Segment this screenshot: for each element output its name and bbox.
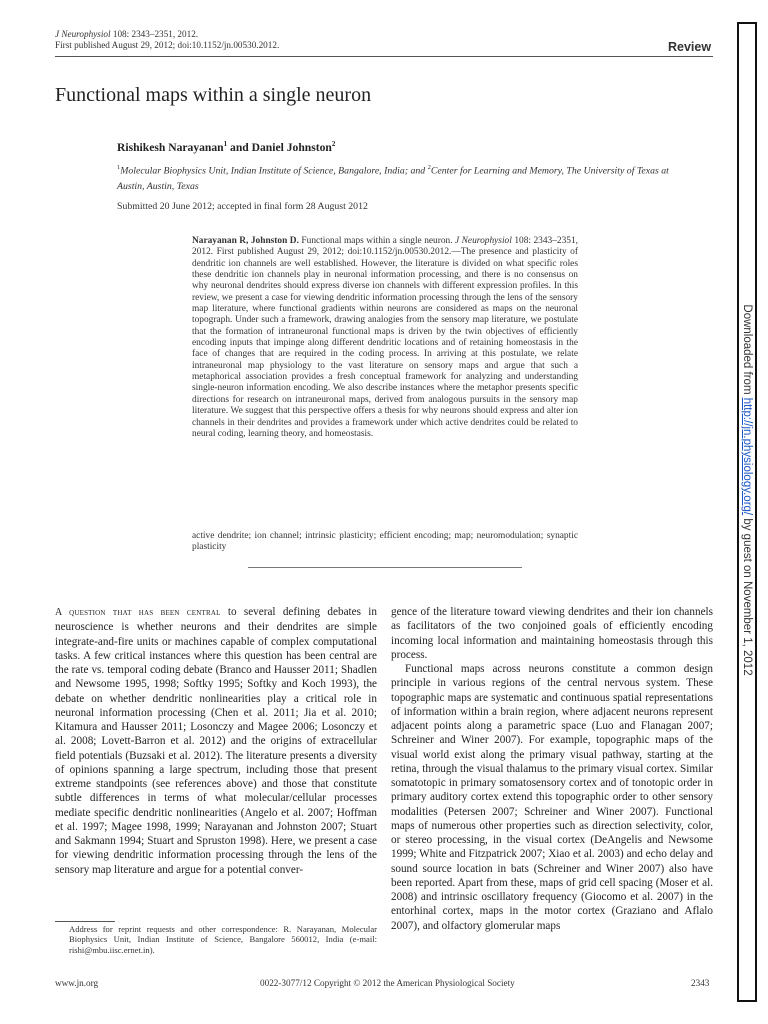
header-citation — [55, 29, 279, 51]
article-title: Functional maps within a single neuron — [55, 84, 372, 106]
author-list — [117, 140, 335, 154]
body-column-right — [391, 605, 713, 933]
journal-name: J Neurophysiol — [55, 29, 111, 39]
abstract-cite-rest[interactable]: 108: 2343–2351, 2012. First published August 29, 2012; doi:10.1152/jn.00530.2012.— — [192, 236, 579, 258]
abstract-cite-journal: J Neurophysiol — [455, 236, 512, 246]
keywords: active dendrite; ion channel; intrinsic plasticity; efficient encoding; map; neuromodulation; synaptic plasticity — [192, 531, 578, 553]
affil-mark-1: 1 — [117, 164, 121, 171]
footnote-divider — [55, 921, 115, 922]
intro-text: to several defining debates in neuroscience is whether neurons and their dendrites are simple integrate-and-fire units or machines capable of complex computational tasks. A few critical instances where this question has been central are the rate vs. temporal coding debate (Branco and Hausser 2011; Shadlen and Newsome 1995, 1998; Softky 1995; Softky and Koch 1993), the debate on whether dendritic nonlinearities play a critical role in neuronal information processing (Chen et al. 2011; Jia et al. 2010; Kitamura and Hausser 2011; Losonczy and Magee 2006; Losonczy et al. 2008; Lovett-Barron et al. 2012) and the origins of extracellular field potentials (Buzsaki et al. 2012). The literature presents a diversity of opinions spanning a large spectrum, including those that present extreme standpoints (see references above) and those that constitute subtle differences in terms of what molecular/cellular processes mediate specific dendritic nonlinearities (Angelo et al. 2007; Hoffman et al. 1997; Magee 1998, 1999; Narayanan and Johnston 2007; Stuart and Sakmann 1994; Stuart and Spruston 1998). Here, we present a case for viewing dendritic information processing through the lens of the sensory map literature and argue for a potential conver- — [55, 606, 377, 876]
footnote-text: Address for reprint requests and other correspondence: R. Narayanan, Molecular Biophysics Unit, Indian Institute of Science, Bangalore 560012, India (e-mail: rishi@mbu.iisc.ernet.in). — [69, 924, 377, 955]
body-column-left — [55, 605, 377, 877]
abstract-body: The presence and plasticity of dendritic ion channels are well established. However, the literature is divided on what specific roles these dendritic ion channels play in neuronal information processing, and there is no consensus on why neuronal dendrites should express diverse ion channels with different expression profiles. In this review, we present a case for viewing dendritic information processing through the lens of the sensory map literature, where functional gradients within neurons are considered as maps on the neuronal topograph. Under such a framework, drawing analogies from the sensory map literature, we postulate that the formation of intraneuronal functional maps is driven by the twin objectives of efficiently encoding inputs that impinge along different dendritic locations and of retaining homeostasis in the face of changes that are required in the coding process. In arriving at this postulate, we relate intraneuronal map physiology to the vast literature on sensory maps and argue that such a metaphorical association provides a fresh conceptual framework for analyzing and understanding single-neuron information encoding. We also describe instances where the metaphor presents specific directions for research on intraneuronal maps, derived from analogous pursuits in the sensory map literature. We suggest that this perspective offers a thesis for why neurons should express and alter ion channels in their dendrites and provides a framework under which active dendrites could be related to neural coding, learning theory, and homeostasis. — [192, 247, 578, 439]
submission-dates: Submitted 20 June 2012; accepted in final form 28 August 2012 — [117, 201, 368, 212]
abstract — [192, 236, 578, 440]
download-notice — [741, 110, 753, 870]
affil-mark-2: 2 — [427, 164, 431, 171]
abstract-divider — [248, 567, 522, 568]
published-info: First published August 29, 2012; doi:10.1152/jn.00530.2012. — [55, 40, 280, 50]
section-label: Review — [668, 40, 712, 54]
right-paragraph-2: Functional maps across neurons constitute a common design principle in various regions of the central nervous system. These topographic maps are systematic and continuous spatial representations of information within a brain region, where adjacent neurons represent adjacent points along a parametric space (Luo and Flanagan 2007; Schreiner and Winer 2007). For example, topographic maps of the visual world exist along the primary visual pathway, starting at the retina, through the visual thalamus to the primary visual cortex. Similar somatotopic in primary somatosensory cortex and of tonotopic order in primary auditory cortex extend this topographic order to other sensory modalities (Petersen 2007; Schreiner and Winer 2007). Functional maps of numerous other properties such as direction selectivity, color, or stereo processing, in the visual cortex (DeAngelis and Newsome 1999; White and Fitzpatrick 2007; Xiao et al. 2003) and echo delay and sound source location in bats (Schreiner and Winer 2007) also have been reported. Apart from these, maps of grid cell spacing (Moser et al. 2008) and intrinsic oscillatory frequency (Giocomo et al. 2007) in the entorhinal cortex, maps in the motor cortex (Graziano and Aflalo 2007), and olfactory glomerular maps — [391, 663, 713, 932]
affil-1: Molecular Biophysics Unit, Indian Institute of Science, Bangalore, India; and — [120, 165, 428, 177]
footer-website[interactable]: www.jn.org — [55, 978, 99, 988]
page-number: 2343 — [691, 978, 710, 988]
abstract-cite-title: Functional maps within a single neuron. — [298, 236, 456, 246]
correspondence-footnote — [55, 924, 377, 955]
author-1-affil-mark: 1 — [223, 140, 228, 148]
header-divider — [55, 56, 713, 57]
intro-smallcaps: A question that has been central — [55, 607, 221, 618]
affil-2: Center for Learning and Memory, The University of Texas at Austin, Austin, Texas — [117, 165, 669, 193]
abstract-cite-authors: Narayanan R, Johnston D. — [192, 236, 299, 246]
intro-paragraph — [55, 605, 377, 877]
affiliations — [117, 160, 677, 195]
download-suffix: by guest on November 1, 2012 — [741, 515, 753, 676]
author-2[interactable]: and Daniel Johnston — [227, 140, 332, 154]
download-prefix: Downloaded from — [741, 304, 753, 398]
journal-link[interactable]: http://jn.physiology.org/ — [741, 397, 753, 516]
journal-citation: 108: 2343–2351, 2012. — [110, 29, 199, 39]
author-2-affil-mark: 2 — [331, 140, 336, 148]
right-paragraph-1: gence of the literature toward viewing dendrites and their ion channels as facilitators of the two conjoined goals of efficiently encoding incoming local information and maintaining homeostasis through this process. — [391, 606, 713, 661]
footer-copyright: 0022-3077/12 Copyright © 2012 the American Physiological Society — [260, 978, 515, 988]
author-1[interactable]: Rishikesh Narayanan — [117, 140, 224, 154]
